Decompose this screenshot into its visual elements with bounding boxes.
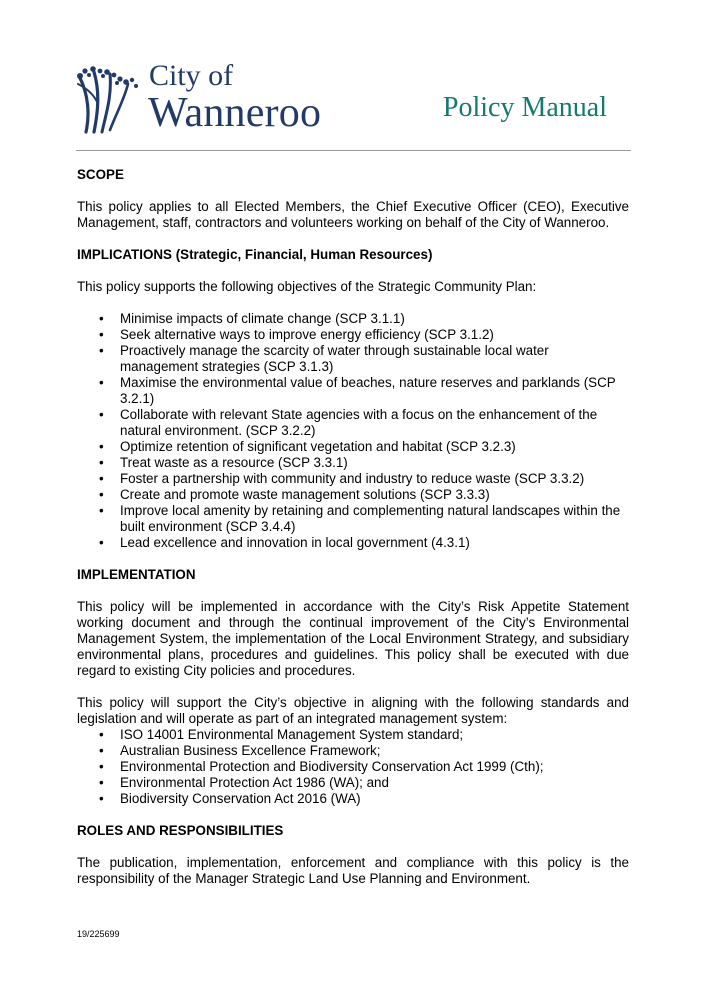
implications-intro: This policy supports the following objectives of the Strategic Community Plan:: [77, 279, 537, 294]
list-item: • ISO 14001 Environmental Management System standard;: [77, 727, 629, 743]
list-item: • Improve local amenity by retaining and complementing natural landscapes within the built environment (SCP 3.4.4): [77, 503, 629, 535]
header-divider: [76, 150, 631, 151]
scope-paragraph: This policy applies to all Elected Members, the Chief Executive Officer (CEO), Executive Management, staff, contractors and volunteers working on behalf of the City of Wanneroo.: [77, 199, 629, 230]
implications-section: [77, 247, 629, 551]
logo-text-wanneroo: Wanneroo: [148, 90, 322, 136]
list-item: • Environmental Protection Act 1986 (WA); and: [77, 775, 629, 791]
objectives-list: [77, 311, 629, 551]
list-item: • Create and promote waste management solutions (SCP 3.3.3): [77, 487, 629, 503]
list-item: • Australian Business Excellence Framework;: [77, 743, 629, 759]
city-of-wanneroo-logo: [76, 59, 326, 136]
section-heading: IMPLICATIONS (Strategic, Financial, Human Resources): [77, 247, 433, 262]
list-item: • Seek alternative ways to improve energy efficiency (SCP 3.1.2): [77, 327, 629, 343]
list-item: • Minimise impacts of climate change (SCP 3.1.1): [77, 311, 629, 327]
list-item: • Foster a partnership with community and industry to reduce waste (SCP 3.3.2): [77, 471, 629, 487]
list-item: • Collaborate with relevant State agencies with a focus on the enhancement of the natural environment. (SCP 3.2.2): [77, 407, 629, 439]
roles-paragraph: The publication, implementation, enforcement and compliance with this policy is the responsibility of the Manager Strategic Land Use Planning and Environment.: [77, 855, 629, 886]
logo-text-city-of: City of: [149, 59, 234, 92]
section-heading: IMPLEMENTATION: [77, 567, 196, 582]
list-item: • Lead excellence and innovation in local government (4.3.1): [77, 535, 629, 551]
implementation-paragraph: This policy will support the City’s objective in aligning with the following standards and legislation and will operate as part of an integrated management system:: [77, 695, 629, 726]
implementation-section: [77, 567, 629, 807]
roles-section: [77, 823, 629, 887]
list-item: • Environmental Protection and Biodiversity Conservation Act 1999 (Cth);: [77, 759, 629, 775]
section-heading: SCOPE: [77, 167, 124, 182]
scope-section: [77, 167, 629, 231]
list-item: • Maximise the environmental value of beaches, nature reserves and parklands (SCP 3.2.1): [77, 375, 629, 407]
policy-manual-title: Policy Manual: [442, 92, 607, 123]
list-item: • Proactively manage the scarcity of water through sustainable local water management strategies (SCP 3.1.3): [77, 343, 629, 375]
section-heading: ROLES AND RESPONSIBILITIES: [77, 823, 284, 838]
list-item: • Optimize retention of significant vegetation and habitat (SCP 3.2.3): [77, 439, 629, 455]
kangaroo-paw-icon: [76, 64, 142, 134]
document-reference-number: 19/225699: [77, 929, 120, 939]
list-item: • Biodiversity Conservation Act 2016 (WA): [77, 791, 629, 807]
document-body: [77, 167, 629, 903]
standards-list: [77, 727, 629, 807]
page-header: [0, 0, 705, 152]
list-item: • Treat waste as a resource (SCP 3.3.1): [77, 455, 629, 471]
implementation-paragraph: This policy will be implemented in accordance with the City’s Risk Appetite Statement working document and through the continual improvement of the City’s Environmental Management System, the implementation of the Local Environment Strategy, and subsidiary environmental plans, procedures and guidelines. This policy shall be executed with due regard to existing City policies and procedures.: [77, 599, 629, 678]
